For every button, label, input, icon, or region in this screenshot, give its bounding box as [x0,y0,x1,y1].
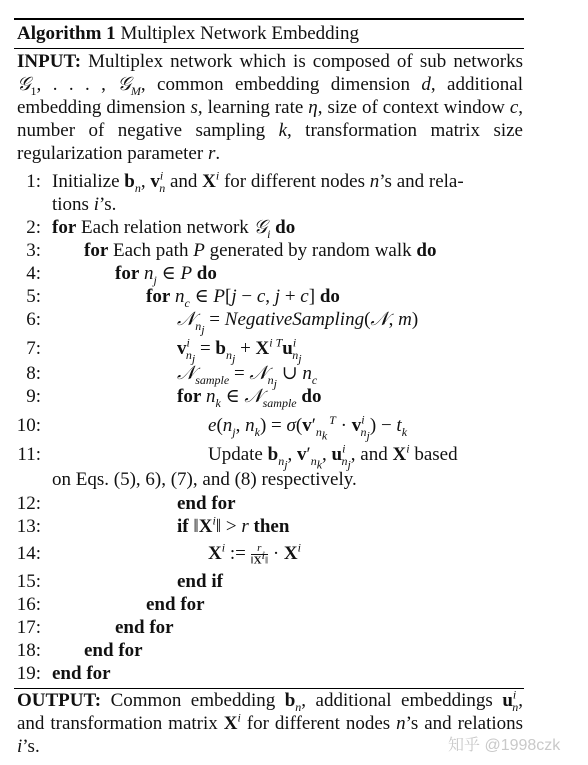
step-8: 8: 𝒩$_{sample}$ = 𝒩$_{n_j}$ ∪ $n_c$ [26,362,318,391]
output-label: OUTPUT: [17,690,102,711]
input-label: INPUT: [17,51,82,72]
step-7: 7: $v^i_{n_j} = b_{n_j} + X^{i T}u^i_{n_j}$ [26,335,302,366]
input-text-6: , number of negative sampling [17,97,523,141]
input-text-7: , transformation matrix size regularization parameter [17,120,523,164]
step-2: 2: for Each relation network 𝒢$_i$ do [26,216,296,241]
algorithm-label: Algorithm 1 [17,23,116,44]
step-9: 9: for $n_k$ ∈ 𝒩$_{sample}$ do [26,385,322,410]
step-11: 11: Update $b_{n_j}$, $v'_{n_k}$, $u^i_{n_j}$, and $X^i$ based [17,441,458,472]
step-13: 13: if $‖X^i‖ > r$ then [16,513,290,537]
step-6: 6: 𝒩$_{n_j}$ = NegativeSampling(𝒩, m) [26,308,419,337]
step-3: 3: for Each path P generated by random walk do [26,240,437,261]
step-1: 1: Initialize $b_n$, $v^i_n$ and $X^i$ for different nodes n’s and rela- [26,168,464,195]
step-16: 16: end for [16,594,205,615]
step-18: 18: end for [16,640,143,661]
input-block: INPUT: Multiplex network which is composed of sub networks 𝒢$_1$, . . . , 𝒢$_M$, common embedding dimension d, additional embedding dimension s, learning rate η, size of context window c, number of negative sampling k, transformation matrix size regularization parameter r. [17,51,524,164]
step-1-cont: tions i’s. [52,194,117,215]
step-5: 5: for $n_c$ ∈ P[j − c, j + c] do [26,286,340,310]
step-11-cont: on Eqs. (5), 6), (7), and (8) respectively. [52,469,357,490]
input-text-3: , additional embedding dimension [17,74,524,118]
step-12: 12: end for [16,493,236,514]
step-4: 4: for $n_j$ ∈ P do [26,263,217,287]
step-10: 10: $e(n_j$, $n_k) = \sigma(v'_{n_k}^T \cdot v^i_{n_j}) - t_k$ [16,412,408,443]
top-rule [14,18,524,20]
step-19: 19: end for [16,663,111,684]
input-text-5: , size of context window [317,97,510,118]
step-17: 17: end for [16,617,174,638]
input-text-4: , learning rate [197,97,309,118]
step-14: 14: $X^i$ := $\frac{r}{‖X^i‖}$ · $X^i$ [16,540,301,567]
input-text-8: . [215,143,221,164]
input-text-1: Multiplex network which is composed of sub networks [81,51,523,72]
algorithm-name: Multiplex Network Embedding [120,23,359,44]
output-block: OUTPUT: Common embedding $b_n$, additional embeddings $u^i_n$, and transformation matrix $X^i$ for different nodes n’s and relations i’s. [17,687,524,757]
input-text-2: , common embedding dimension [140,74,422,95]
algorithm-title [17,21,359,46]
step-15: 15: end if [16,571,223,592]
watermark-text: 知乎 @1998czk [448,737,561,754]
title-rule [14,48,524,49]
